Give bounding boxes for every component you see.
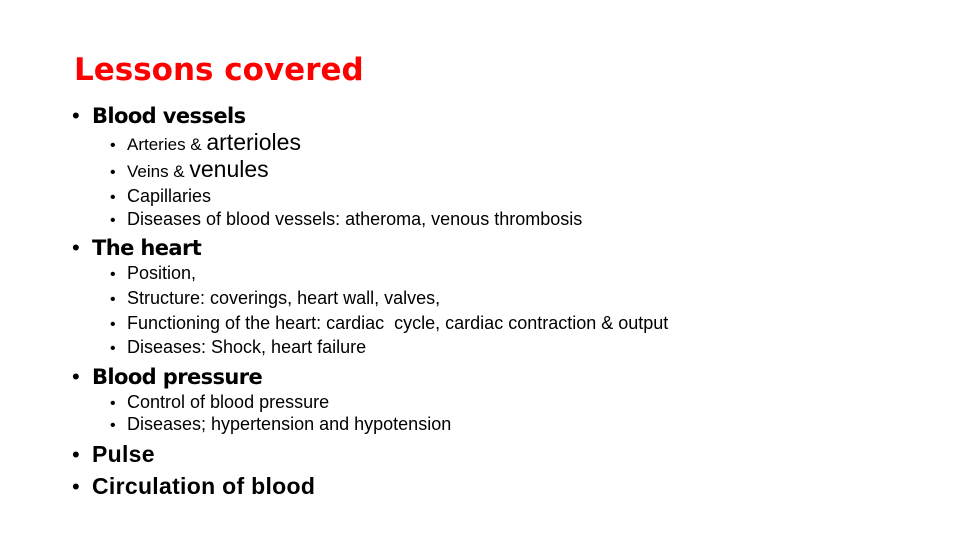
list-item: [110, 129, 301, 156]
section-circulation: [72, 472, 315, 501]
list-item-text: Control of blood pressure: [127, 392, 330, 412]
list-item-text-emphasis: venules: [189, 156, 269, 182]
section-heart: [72, 234, 201, 262]
bullet-icon: •: [110, 395, 116, 412]
list-item-text: Diseases; hypertension and hypotension: [127, 414, 452, 434]
list-item-text-emphasis: arterioles: [206, 129, 301, 155]
section-heading: Pulse: [92, 441, 155, 467]
section-blood-vessels: [72, 102, 245, 130]
list-item-text: Diseases of blood vessels: atheroma, venous thrombosis: [127, 209, 583, 229]
list-item: [110, 186, 211, 208]
bullet-icon: •: [110, 291, 116, 308]
bullet-icon: •: [110, 417, 116, 434]
list-item-text: Position,: [127, 263, 197, 283]
list-item-text: Capillaries: [127, 186, 212, 206]
list-item-text: Structure: coverings, heart wall, valves,: [127, 288, 441, 308]
slide-title: Lessons covered: [74, 52, 364, 88]
bullet-icon: •: [110, 266, 116, 283]
bullet-icon: •: [110, 212, 116, 229]
bullet-icon: •: [72, 442, 80, 467]
list-item-text-prefix: Veins &: [127, 162, 190, 181]
bullet-icon: •: [72, 235, 80, 260]
section-heading: Blood vessels: [92, 104, 246, 128]
bullet-icon: •: [110, 137, 116, 154]
bullet-icon: •: [72, 103, 80, 128]
section-heading: Blood pressure: [92, 365, 263, 389]
bullet-icon: •: [110, 164, 116, 181]
bullet-icon: •: [72, 474, 80, 499]
section-pulse: [72, 440, 155, 469]
list-item: [110, 209, 582, 231]
bullet-icon: •: [72, 364, 80, 389]
list-item: [110, 288, 440, 310]
bullet-icon: •: [110, 316, 116, 333]
list-item: [110, 392, 329, 414]
section-blood-pressure: [72, 363, 262, 391]
bullet-icon: •: [110, 189, 116, 206]
list-item: [110, 263, 196, 285]
list-item-text-prefix: Arteries &: [127, 135, 207, 154]
bullet-icon: •: [110, 340, 116, 357]
list-item-text: Functioning of the heart: cardiac cycle, cardiac contraction & output: [127, 313, 669, 333]
list-item: [110, 313, 668, 335]
section-heading: Circulation of blood: [92, 473, 316, 499]
list-item-text: Diseases: Shock, heart failure: [127, 337, 367, 357]
list-item: [110, 337, 366, 359]
section-heading: The heart: [92, 236, 202, 260]
list-item: [110, 156, 269, 183]
list-item: [110, 414, 451, 436]
